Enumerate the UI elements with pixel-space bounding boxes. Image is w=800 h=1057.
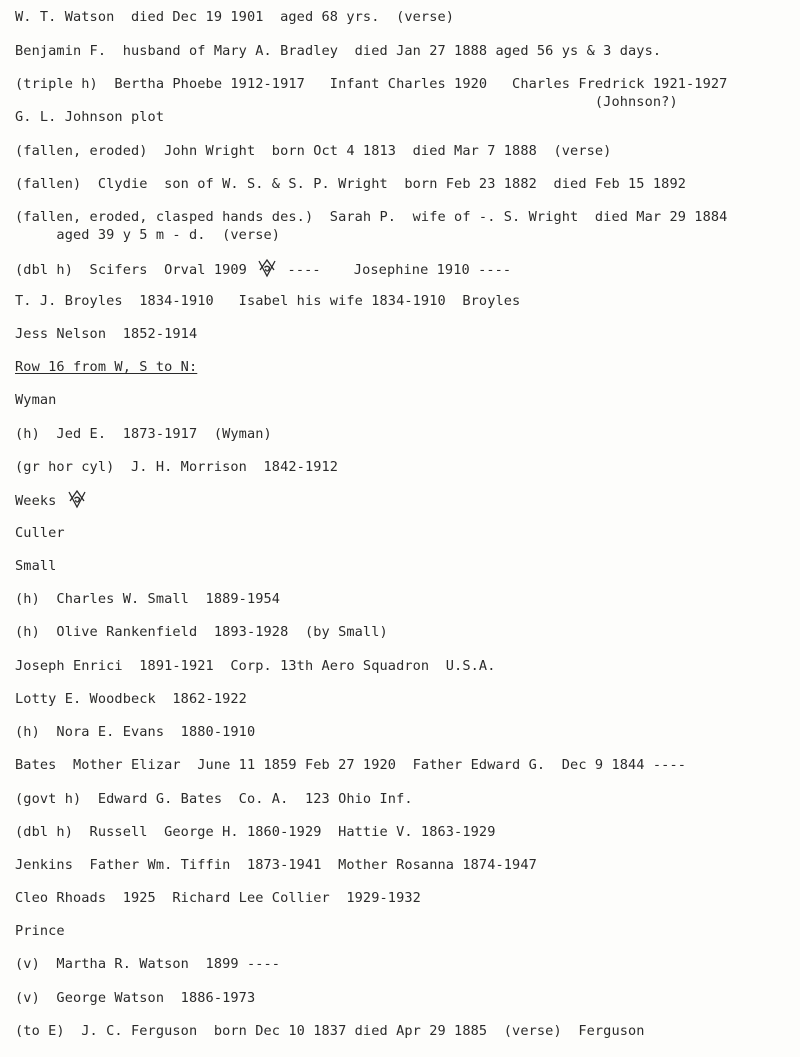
record-line — [15, 1022, 645, 1040]
record-text: (dbl h) Russell George H. 1860-1929 Hattie V. 1863-1929 — [15, 824, 496, 840]
record-text: G. L. Johnson plot — [15, 109, 165, 125]
record-line — [15, 623, 388, 641]
record-text: W. T. Watson died Dec 19 1901 aged 68 yrs. (verse) — [15, 9, 455, 25]
record-line — [15, 823, 495, 841]
record-line — [15, 458, 338, 476]
record-line — [15, 955, 280, 973]
record-line — [15, 889, 421, 907]
record-line — [15, 175, 686, 193]
record-text: (h) Charles W. Small 1889-1954 — [15, 591, 281, 607]
record-line — [15, 922, 65, 940]
record-line — [15, 292, 520, 310]
record-continuation: aged 39 y 5 m - d. (verse) — [15, 227, 281, 243]
record-line — [15, 557, 56, 575]
record-text: (govt h) Edward G. Bates Co. A. 123 Ohio Inf. — [15, 791, 413, 807]
record-line — [15, 657, 495, 675]
record-text: (v) Martha R. Watson 1899 ---- — [15, 956, 281, 972]
record-line — [15, 690, 247, 708]
record-line — [15, 790, 413, 808]
record-text: (gr hor cyl) J. H. Morrison 1842-1912 — [15, 459, 339, 475]
record-text: (dbl h) Scifers Orval 1909 — [15, 262, 256, 278]
record-text: Culler — [15, 525, 65, 541]
record-text: (fallen, eroded) John Wright born Oct 4 1813 died Mar 7 1888 (verse) — [15, 143, 612, 159]
record-line — [15, 723, 255, 741]
record-line — [15, 208, 727, 244]
record-line — [15, 108, 164, 126]
record-line — [15, 142, 611, 160]
record-text: Weeks — [15, 493, 65, 509]
record-line — [15, 756, 686, 774]
record-line — [15, 258, 511, 279]
record-text: Jess Nelson 1852-1914 — [15, 326, 198, 342]
square-and-compass-icon — [67, 489, 87, 509]
record-line — [15, 989, 255, 1007]
record-text: (h) Jed E. 1873-1917 (Wyman) — [15, 426, 272, 442]
record-line — [15, 425, 272, 443]
record-text: Joseph Enrici 1891-1921 Corp. 13th Aero Squadron U.S.A. — [15, 658, 496, 674]
record-text: Cleo Rhoads 1925 Richard Lee Collier 1929-1932 — [15, 890, 421, 906]
record-text: (h) Olive Rankenfield 1893-1928 (by Small) — [15, 624, 388, 640]
record-text: Prince — [15, 923, 65, 939]
record-continuation: (Johnson?) — [15, 94, 678, 110]
record-text: (triple h) Bertha Phoebe 1912-1917 Infant Charles 1920 Charles Fredrick 1921-1927 — [15, 76, 728, 92]
record-text: Lotty E. Woodbeck 1862-1922 — [15, 691, 247, 707]
record-text: (h) Nora E. Evans 1880-1910 — [15, 724, 256, 740]
record-line — [15, 489, 89, 510]
record-text: ---- Josephine 1910 ---- — [279, 262, 512, 278]
record-line — [15, 42, 661, 60]
record-text: Benjamin F. husband of Mary A. Bradley died Jan 27 1888 aged 56 ys & 3 days. — [15, 43, 662, 59]
record-text: Jenkins Father Wm. Tiffin 1873-1941 Mother Rosanna 1874-1947 — [15, 857, 537, 873]
record-line — [15, 524, 65, 542]
row-heading-text: Row 16 from W, S to N: — [15, 359, 198, 375]
record-line — [15, 75, 727, 111]
record-text: Bates Mother Elizar June 11 1859 Feb 27 1920 Father Edward G. Dec 9 1844 ---- — [15, 757, 687, 773]
record-line — [15, 856, 537, 874]
record-line — [15, 590, 280, 608]
square-and-compass-icon — [257, 258, 277, 278]
record-line — [15, 8, 454, 26]
record-text: (fallen, eroded, clasped hands des.) Sarah P. wife of -. S. Wright died Mar 29 1884 — [15, 209, 728, 225]
record-line — [15, 391, 56, 409]
record-line — [15, 325, 197, 343]
record-text: Small — [15, 558, 57, 574]
record-text: (to E) J. C. Ferguson born Dec 10 1837 died Apr 29 1885 (verse) Ferguson — [15, 1023, 645, 1039]
row-heading — [15, 358, 197, 376]
record-text: T. J. Broyles 1834-1910 Isabel his wife 1834-1910 Broyles — [15, 293, 521, 309]
record-text: Wyman — [15, 392, 57, 408]
record-text: (v) George Watson 1886-1973 — [15, 990, 256, 1006]
record-text: (fallen) Clydie son of W. S. & S. P. Wright born Feb 23 1882 died Feb 15 1892 — [15, 176, 687, 192]
